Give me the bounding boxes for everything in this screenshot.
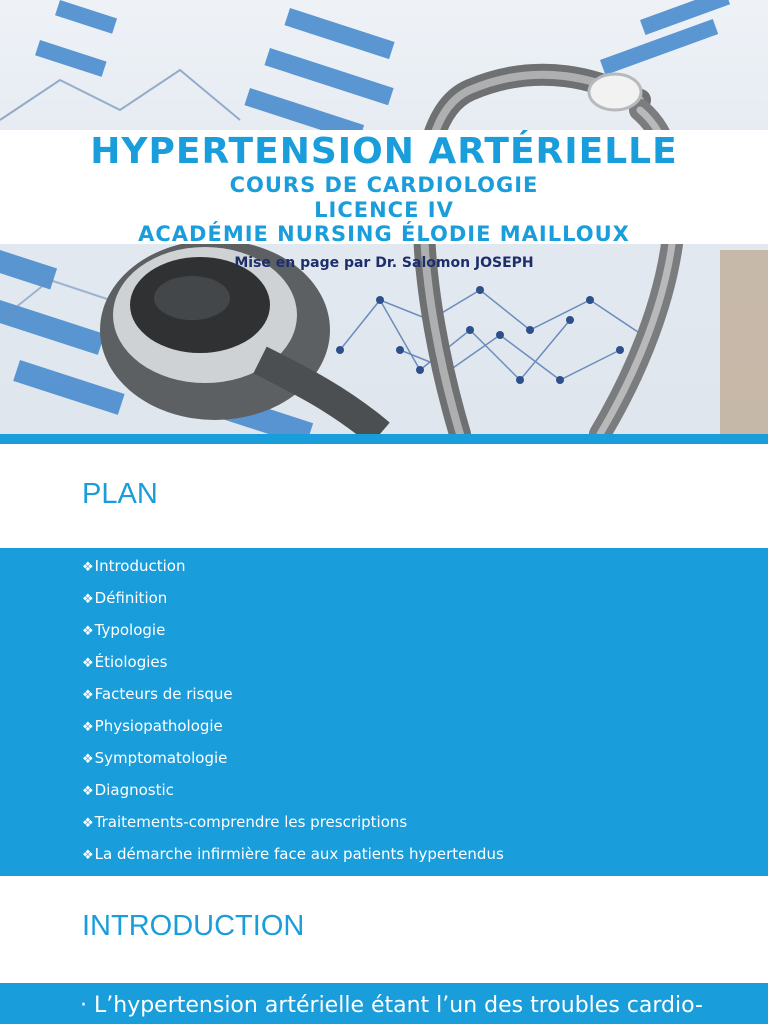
plan-item-label: Physiopathologie [94, 717, 223, 735]
plan-item-label: Symptomatologie [94, 749, 228, 767]
diamond-bullet-icon: ❖ [82, 624, 94, 639]
plan-item-label: Traitements-comprendre les prescriptions [94, 813, 408, 831]
plan-item [82, 652, 504, 684]
plan-item [82, 588, 504, 620]
author-credit: Mise en page par Dr. Salomon JOSEPH [234, 255, 534, 271]
title-band [0, 130, 768, 244]
plan-item-label: Typologie [94, 621, 166, 639]
diamond-bullet-icon: ❖ [82, 784, 94, 799]
diamond-bullet-icon: ❖ [82, 688, 94, 703]
diamond-bullet-icon: ❖ [82, 560, 94, 575]
presentation-title: HYPERTENSION ARTÉRIELLE [90, 131, 678, 172]
diamond-bullet-icon: ❖ [82, 656, 94, 671]
plan-item [82, 556, 504, 588]
diamond-bullet-icon: ❖ [82, 816, 94, 831]
plan-item-label: Étiologies [94, 653, 168, 671]
plan-item-label: Introduction [94, 557, 186, 575]
plan-slide-bottom-bar [0, 864, 768, 876]
introduction-panel [0, 983, 768, 1024]
diamond-bullet-icon: ❖ [82, 848, 94, 863]
plan-item [82, 716, 504, 748]
plan-item [82, 812, 504, 844]
round-bullet-icon: · [80, 993, 87, 1018]
plan-item [82, 684, 504, 716]
plan-item-label: La démarche infirmière face aux patients hypertendus [94, 845, 504, 863]
diamond-bullet-icon: ❖ [82, 752, 94, 767]
plan-list [82, 556, 504, 876]
subtitle-course: COURS DE CARDIOLOGIE [229, 173, 539, 197]
plan-item [82, 748, 504, 780]
plan-item [82, 620, 504, 652]
subtitle-academy: ACADÉMIE NURSING ÉLODIE MAILLOUX [138, 222, 630, 246]
plan-item-label: Facteurs de risque [94, 685, 233, 703]
plan-item-label: Définition [94, 589, 168, 607]
plan-item [82, 780, 504, 812]
title-slide-bottom-bar [0, 434, 768, 444]
introduction-text: L’hypertension artérielle étant l’un des troubles cardio- [94, 993, 703, 1018]
introduction-first-line [80, 993, 703, 1018]
diamond-bullet-icon: ❖ [82, 592, 94, 607]
diamond-bullet-icon: ❖ [82, 720, 94, 735]
plan-item-label: Diagnostic [94, 781, 174, 799]
introduction-title: INTRODUCTION [82, 910, 305, 942]
subtitle-level: LICENCE IV [314, 198, 454, 222]
title-slide [0, 0, 768, 434]
plan-title: PLAN [82, 478, 158, 510]
plan-panel [0, 548, 768, 864]
